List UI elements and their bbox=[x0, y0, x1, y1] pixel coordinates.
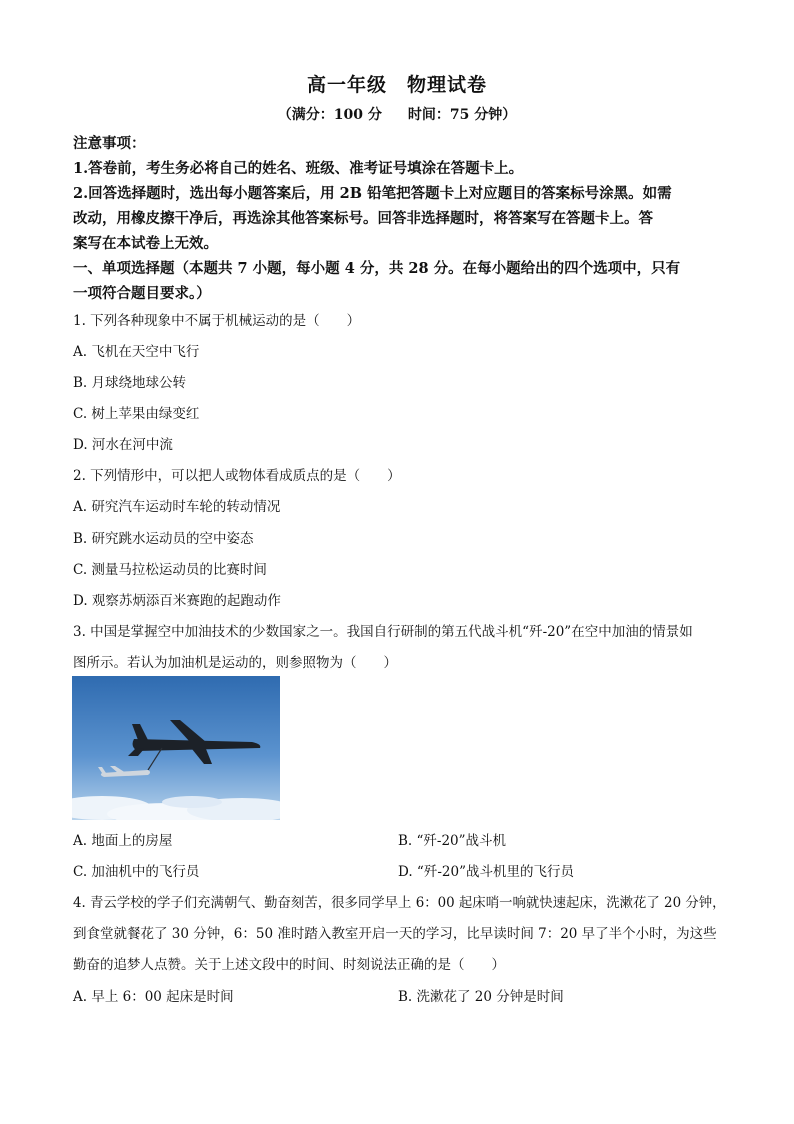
question-4-stem-line-1: 4. 青云学校的学子们充满朝气、勤奋刻苦，很多同学早上 6：00 起床哨一响就快速起床，洗漱花了 20 分钟， bbox=[73, 895, 726, 911]
question-4-stem-line-2: 到食堂就餐花了 30 分钟，6：50 准时踏入教室开启一天的学习，比早读时间 7：20 早了半个小时，为这些 bbox=[73, 926, 717, 942]
note-item-1: 1.答卷前，考生务必将自己的姓名、班级、准考证号填涂在答题卡上。 bbox=[73, 160, 524, 177]
exam-info bbox=[0, 104, 794, 124]
question-1-option-c: C. 树上苹果由绿变红 bbox=[73, 406, 200, 422]
question-2-option-a: A. 研究汽车运动时车轮的转动情况 bbox=[73, 499, 281, 515]
exam-time: 时间：75 分钟） bbox=[407, 107, 517, 123]
section-heading-line-2: 一项符合题目要求。） bbox=[73, 285, 211, 302]
question-2-option-b: B. 研究跳水运动员的空中姿态 bbox=[73, 531, 254, 547]
question-1-option-a: A. 飞机在天空中飞行 bbox=[73, 344, 200, 360]
question-3-stem-line-1: 3. 中国是掌握空中加油技术的少数国家之一。我国自行研制的第五代战斗机“歼-20”在空中加油的情景如 bbox=[73, 624, 693, 640]
question-2-option-d: D. 观察苏炳添百米赛跑的起跑动作 bbox=[73, 593, 281, 609]
question-1-option-d: D. 河水在河中流 bbox=[73, 437, 173, 453]
question-1-option-b: B. 月球绕地球公转 bbox=[73, 375, 187, 391]
question-3-stem-line-2: 图所示。若认为加油机是运动的，则参照物为（ ） bbox=[73, 655, 397, 671]
question-2-stem: 2. 下列情形中，可以把人或物体看成质点的是（ ） bbox=[73, 468, 401, 484]
notes-heading: 注意事项： bbox=[73, 135, 146, 152]
question-4-option-a: A. 早上 6：00 起床是时间 bbox=[73, 989, 234, 1005]
question-3-option-c: C. 加油机中的飞行员 bbox=[73, 864, 200, 880]
question-1-stem: 1. 下列各种现象中不属于机械运动的是（ ） bbox=[73, 313, 361, 329]
question-4-stem-line-3: 勤奋的追梦人点赞。关于上述文段中的时间、时刻说法正确的是（ ） bbox=[73, 957, 505, 973]
full-marks: （满分：100 分 bbox=[277, 107, 382, 123]
question-3-option-b: B. “歼-20”战斗机 bbox=[398, 833, 507, 849]
page-title: 高一年级 物理试卷 bbox=[306, 74, 487, 96]
note-item-2-line-3: 案写在本试卷上无效。 bbox=[73, 235, 218, 252]
question-2-option-c: C. 测量马拉松运动员的比赛时间 bbox=[73, 562, 267, 578]
note-item-2-line-1: 2.回答选择题时，选出每小题答案后，用 2B 铅笔把答题卡上对应题目的答案标号涂黑。如需 bbox=[73, 185, 672, 202]
question-4-option-b: B. 洗漱花了 20 分钟是时间 bbox=[398, 989, 564, 1005]
question-3-option-a: A. 地面上的房屋 bbox=[73, 833, 173, 849]
note-item-2-line-2: 改动，用橡皮擦干净后，再选涂其他答案标号。回答非选择题时，将答案写在答题卡上。答 bbox=[73, 210, 653, 227]
section-heading-line-1: 一、单项选择题（本题共 7 小题，每小题 4 分，共 28 分。在每小题给出的四个选项中，只有 bbox=[73, 260, 681, 277]
aerial-refueling-photo bbox=[72, 676, 280, 820]
question-3-option-d: D. “歼-20”战斗机里的飞行员 bbox=[398, 864, 574, 880]
